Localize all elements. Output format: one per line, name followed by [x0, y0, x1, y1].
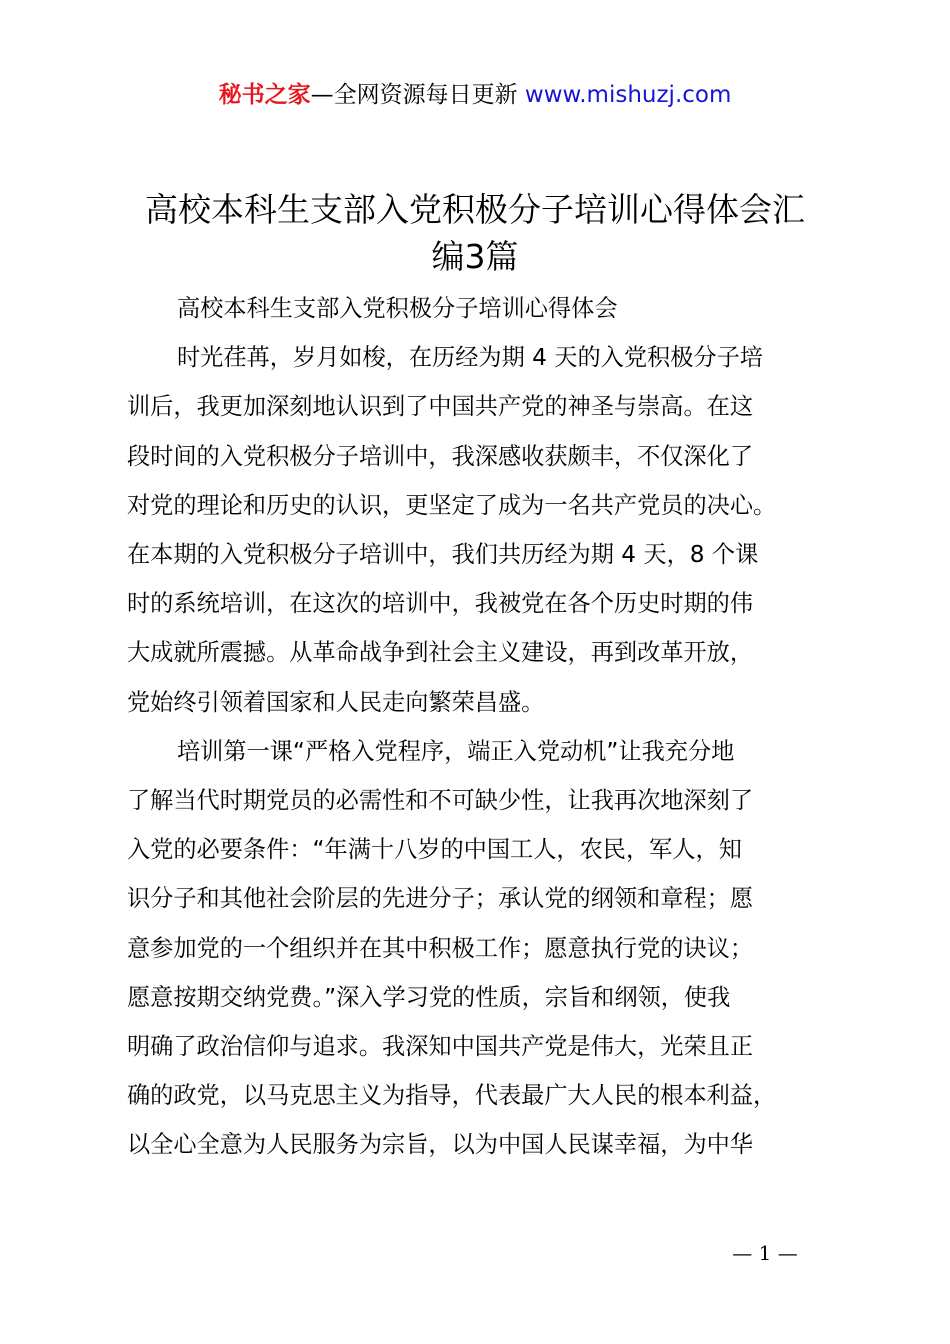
title-line-1: 高校本科生支部入党积极分子培训心得体会汇 [145, 190, 805, 229]
paragraph-line: 段时间的入党积极分子培训中，我深感收获颇丰，不仅深化了 [127, 442, 754, 470]
site-tagline: —全网资源每日更新 [310, 82, 525, 108]
document-title [100, 186, 850, 280]
paragraph-line: 愿意按期交纳党费。”深入学习党的性质，宗旨和纲领，使我 [127, 983, 731, 1011]
paragraph-line: 时的系统培训，在这次的培训中，我被党在各个历史时期的伟 [127, 590, 754, 618]
paragraph-line: 入党的必要条件：“年满十八岁的中国工人，农民，军人，知 [127, 836, 742, 864]
paragraph-2 [127, 727, 863, 1170]
paragraph-line: 时光荏苒，岁月如梭，在历经为期 4 天的入党积极分子培 [177, 344, 763, 372]
section-subtitle: 高校本科生支部入党积极分子培训心得体会 [177, 295, 618, 322]
site-url-link[interactable]: www.mishuzj.com [524, 82, 732, 108]
paragraph-line: 在本期的入党积极分子培训中，我们共历经为期 4 天，8 个课 [127, 541, 759, 569]
paragraph-line: 以全心全意为人民服务为宗旨，以为中国人民谋幸福，为中华 [127, 1131, 754, 1159]
paragraph-line: 确的政党，以马克思主义为指导，代表最广大人民的根本利益， [127, 1082, 777, 1110]
document-body [127, 284, 863, 1170]
paragraph-line: 大成就所震撼。从革命战争到社会主义建设，再到改革开放， [127, 639, 754, 667]
paragraph-line: 训后，我更加深刻地认识到了中国共产党的神圣与崇高。在这 [127, 393, 754, 421]
site-brand: 秘书之家 [218, 82, 311, 108]
paragraph-line: 意参加党的一个组织并在其中积极工作；愿意执行党的诀议； [127, 934, 754, 962]
paragraph-line: 明确了政治信仰与追求。我深知中国共产党是伟大，光荣且正 [127, 1033, 754, 1061]
paragraph-line: 了解当代时期党员的必需性和不可缺少性，让我再次地深刻了 [127, 787, 754, 815]
paragraph-line: 识分子和其他社会阶层的先进分子；承认党的纲领和章程；愿 [127, 885, 754, 913]
title-line-2: 编3篇 [431, 237, 519, 276]
paragraph-line: 党始终引领着国家和人民走向繁荣昌盛。 [127, 688, 545, 716]
page-number: — 1 — [732, 1241, 798, 1265]
paragraph-1 [127, 333, 863, 727]
site-header [0, 78, 950, 112]
paragraph-line: 对党的理论和历史的认识，更坚定了成为一名共产党员的决心。 [127, 491, 777, 519]
paragraph-line: 培训第一课“严格入党程序，端正入党动机”让我充分地 [177, 737, 735, 765]
